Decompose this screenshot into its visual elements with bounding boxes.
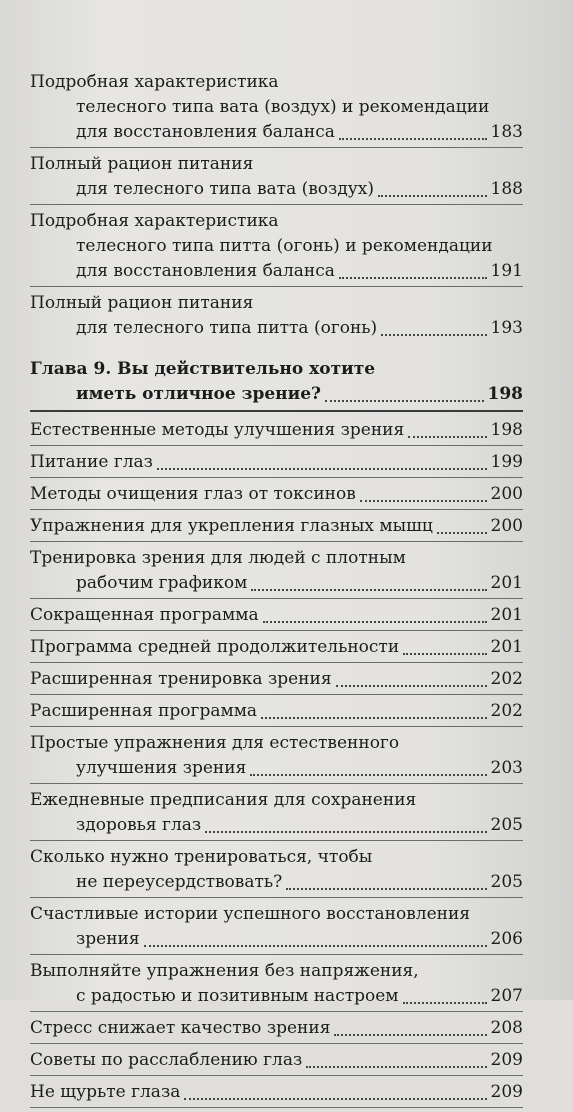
page-number: 188	[490, 179, 523, 199]
dot-leader	[251, 588, 486, 591]
divider	[30, 477, 523, 478]
dot-leader	[184, 1097, 486, 1100]
toc-entry-title-continued: для телесного типа вата (воздух)	[76, 179, 375, 199]
toc-entry	[30, 699, 523, 724]
page-number: 205	[490, 815, 523, 835]
toc-entry-title: Тренировка зрения для людей с плотным	[30, 548, 406, 568]
page-number: 201	[490, 573, 523, 593]
toc-entry-title-continued: улучшения зрения	[76, 758, 247, 778]
divider	[30, 726, 523, 727]
toc-entry-title: Полный рацион питания	[30, 293, 254, 313]
dot-leader	[286, 887, 486, 890]
dot-leader	[403, 1001, 487, 1004]
toc-entry	[30, 418, 523, 443]
toc-entry-title: Счастливые истории успешного восстановления	[30, 904, 471, 924]
toc-entry	[30, 514, 523, 539]
page-number: 202	[490, 669, 523, 689]
divider	[30, 1043, 523, 1044]
toc-entry	[30, 70, 523, 145]
page-number: 205	[490, 872, 523, 892]
divider	[30, 783, 523, 784]
page-number: 201	[490, 637, 523, 657]
dot-leader	[360, 499, 487, 502]
page-number: 200	[490, 516, 523, 536]
page-number: 198	[490, 420, 523, 440]
toc-entry-title: Подробная характеристика	[30, 72, 279, 92]
dot-leader	[306, 1065, 486, 1068]
toc-entry	[30, 902, 523, 952]
page-number: 202	[490, 701, 523, 721]
toc-entry-title-continued: с радостью и позитивным настроем	[76, 986, 399, 1006]
dot-leader	[261, 716, 486, 719]
toc-entry	[30, 209, 523, 284]
divider	[30, 630, 523, 631]
toc-entry-title: Питание глаз	[30, 452, 153, 472]
divider	[30, 694, 523, 695]
page-number: 199	[490, 452, 523, 472]
toc-entry-title: Расширенная программа	[30, 701, 258, 721]
divider	[30, 897, 523, 898]
toc-entry-title-continued: зрения	[76, 929, 140, 949]
toc-entry-title: Ежедневные предписания для сохранения	[30, 790, 417, 810]
divider	[30, 445, 523, 446]
toc-entry	[30, 291, 523, 341]
toc-entry-title-continued: для восстановления баланса	[76, 261, 335, 281]
dot-leader	[339, 137, 487, 140]
page-number: 201	[490, 605, 523, 625]
toc-entry-title-continued: не переусердствовать?	[76, 872, 283, 892]
toc-entry-title-continued: для восстановления баланса	[76, 122, 335, 142]
toc-entry	[30, 635, 523, 660]
toc-entry-title: Упражнения для укрепления глазных мышц	[30, 516, 433, 536]
toc-entry-title: Расширенная тренировка зрения	[30, 669, 332, 689]
dot-leader	[144, 944, 487, 947]
toc-entry-title: Простые упражнения для естественного	[30, 733, 400, 753]
dot-leader	[339, 276, 487, 279]
divider	[30, 1011, 523, 1012]
dot-leader	[437, 531, 487, 534]
page-number: 209	[490, 1050, 523, 1070]
toc-entry-title: Полный рацион питания	[30, 154, 254, 174]
toc-entry-title: Программа средней продолжительности	[30, 637, 400, 657]
chapter-title-continued: иметь отличное зрение?	[76, 384, 321, 404]
toc-entry-title-continued: здоровья глаз	[76, 815, 202, 835]
toc-chapter-entry	[30, 357, 523, 407]
toc-entry-title: Методы очищения глаз от токсинов	[30, 484, 356, 504]
divider	[30, 954, 523, 955]
chapter-title: Глава 9. Вы действительно хотите	[30, 359, 376, 379]
dot-leader	[378, 194, 487, 197]
divider	[30, 1075, 523, 1076]
divider	[30, 1107, 523, 1108]
toc-entry	[30, 788, 523, 838]
toc-entry	[30, 667, 523, 692]
divider	[30, 598, 523, 599]
dot-leader	[325, 399, 484, 402]
divider	[30, 541, 523, 542]
dot-leader	[263, 620, 487, 623]
page-number: 200	[490, 484, 523, 504]
toc-entry-title: Подробная характеристика	[30, 211, 279, 231]
toc-entry	[30, 482, 523, 507]
toc-entry-title: Сколько нужно тренироваться, чтобы	[30, 847, 373, 867]
toc-entry-title: Советы по расслаблению глаз	[30, 1050, 303, 1070]
page-number: 203	[490, 758, 523, 778]
page-number: 209	[490, 1082, 523, 1102]
page-number: 207	[490, 986, 523, 1006]
page-number: 193	[490, 318, 523, 338]
dot-leader	[403, 652, 486, 655]
toc-entry	[30, 1048, 523, 1073]
toc-entry-title: Стресс снижает качество зрения	[30, 1018, 331, 1038]
toc-entry-title-continued: рабочим графиком	[76, 573, 248, 593]
toc-entry-title-continued: телесного типа питта (огонь) и рекомендации	[76, 236, 493, 256]
toc-entry	[30, 450, 523, 475]
toc-entry	[30, 603, 523, 628]
dot-leader	[381, 333, 486, 336]
toc-entry	[30, 1080, 523, 1105]
toc-entry-title-continued: для телесного типа питта (огонь)	[76, 318, 378, 338]
toc-entry	[30, 546, 523, 596]
divider	[30, 204, 523, 205]
page-number: 183	[490, 122, 523, 142]
toc-entry	[30, 731, 523, 781]
toc-entry-title: Выполняйте упражнения без напряжения,	[30, 961, 419, 981]
toc-entry-title: Не щурьте глаза	[30, 1082, 181, 1102]
dot-leader	[336, 684, 487, 687]
dot-leader	[205, 830, 486, 833]
toc-entry-title: Сокращенная программа	[30, 605, 259, 625]
divider	[30, 509, 523, 510]
dot-leader	[250, 773, 486, 776]
divider	[30, 286, 523, 287]
page-number: 206	[490, 929, 523, 949]
divider	[30, 410, 523, 412]
dot-leader	[334, 1033, 486, 1036]
page-number: 198	[487, 384, 523, 404]
dot-leader	[157, 467, 487, 470]
toc-entry-title: Естественные методы улучшения зрения	[30, 420, 405, 440]
page-number: 208	[490, 1018, 523, 1038]
page-number: 191	[490, 261, 523, 281]
divider	[30, 840, 523, 841]
toc-entry	[30, 152, 523, 202]
toc-entry	[30, 959, 523, 1009]
table-of-contents	[30, 70, 523, 1112]
toc-entry	[30, 1016, 523, 1041]
dot-leader	[408, 435, 486, 438]
divider	[30, 147, 523, 148]
toc-entry	[30, 845, 523, 895]
divider	[30, 662, 523, 663]
toc-entry-title-continued: телесного типа вата (воздух) и рекомендации	[76, 97, 490, 117]
